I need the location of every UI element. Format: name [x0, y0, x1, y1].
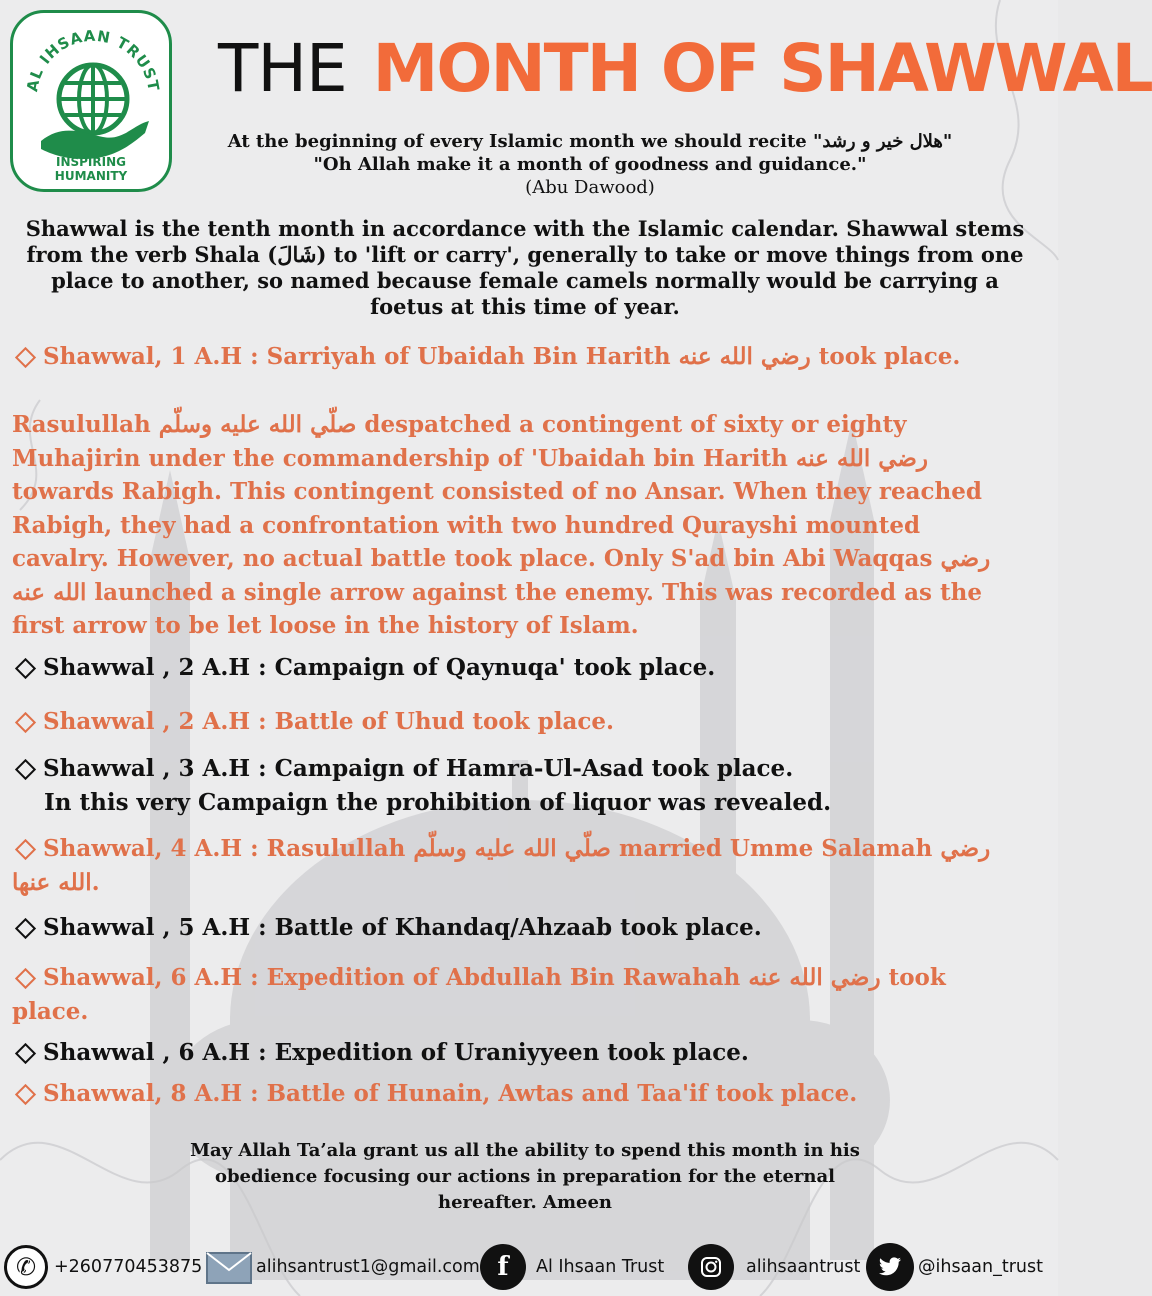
- diamond-bullet-icon: [15, 1042, 36, 1063]
- event-text: Shawwal, 4 A.H : Rasulullah صلّي الله عليه وسلّم married Umme Salamah رضي الله عنها.: [12, 835, 991, 896]
- event-item: [12, 340, 1012, 374]
- diamond-bullet-icon: [15, 838, 36, 859]
- closing-prayer: May Allah Ta’ala grant us all the ability to spend this month in his obedience focusing our actions in preparation for the eternal hereafter. Ameen: [190, 1140, 860, 1213]
- twitter-icon: [866, 1243, 914, 1291]
- event-item: [12, 651, 1012, 685]
- twitter-link[interactable]: [866, 1238, 1043, 1296]
- event-item: [12, 752, 1012, 820]
- title-accent: MONTH OF SHAWWAL: [372, 30, 1152, 107]
- contact-footer: [4, 1238, 1058, 1296]
- diamond-bullet-icon: [15, 758, 36, 779]
- diamond-bullet-icon: [15, 917, 36, 938]
- event-item: [12, 1036, 1012, 1070]
- twitter-handle: @ihsaan_trust: [918, 1257, 1043, 1277]
- email-icon: [206, 1250, 252, 1284]
- event-note: In this very Campaign the prohibition of liquor was revealed.: [44, 789, 832, 816]
- diamond-bullet-icon: [15, 711, 36, 732]
- facebook-name: Al Ihsaan Trust: [536, 1257, 665, 1277]
- event-item: [12, 911, 1012, 945]
- dua-source: (Abu Dawood): [525, 177, 655, 198]
- event-text: Shawwal , 5 A.H : Battle of Khandaq/Ahzaab took place.: [43, 914, 762, 941]
- brand-tagline: INSPIRING HUMANITY: [54, 155, 128, 183]
- diamond-bullet-icon: [15, 346, 36, 367]
- intro-paragraph: Shawwal is the tenth month in accordance with the Islamic calendar. Shawwal stems from the verb Shala (شَالَ) to 'lift or carry', generally to take or move things from one place to another, so named because female camels normally would be carrying a foetus at this time of year.: [25, 216, 1025, 319]
- event-detail-paragraph: Rasulullah صلّي الله عليه وسلّم despatched a contingent of sixty or eighty Muhajirin under the commandership of 'Ubaidah bin Harith رضي الله عنه towards Rabigh. This contingent consisted of no Ansar. When they reached Rabigh, they had a confrontation with two hundred Qurayshi mounted cavalry. However, no actual battle took place. Only S'ad bin Abi Waqqas رضي الله عنه launched a single arrow against the enemy. This was recorded as the first arrow to be let loose in the history of Islam.: [12, 411, 991, 639]
- facebook-icon: f: [480, 1244, 526, 1290]
- event-item: [12, 961, 1012, 1029]
- instagram-icon: [688, 1244, 734, 1290]
- dua-line-2: "Oh Allah make it a month of goodness and guidance.": [313, 154, 867, 175]
- event-text: Shawwal , 2 A.H : Campaign of Qaynuqa' took place.: [43, 654, 716, 681]
- dua-block: [180, 130, 1000, 199]
- svg-text:AL IHSAAN TRUST: AL IHSAAN TRUST: [23, 26, 163, 94]
- instagram-link[interactable]: [688, 1238, 860, 1296]
- event-item: [12, 832, 1012, 900]
- brand-logo: [10, 10, 172, 192]
- event-text: Shawwal, 6 A.H : Expedition of Abdullah Bin Rawahah رضي الله عنه took place.: [12, 964, 946, 1025]
- event-item: [12, 705, 1012, 739]
- email-contact[interactable]: [206, 1238, 480, 1296]
- diamond-bullet-icon: [15, 967, 36, 988]
- phone-contact[interactable]: [4, 1238, 202, 1296]
- email-address: alihsantrust1@gmail.com: [256, 1257, 480, 1277]
- event-text: Shawwal, 8 A.H : Battle of Hunain, Awtas and Taa'if took place.: [43, 1080, 858, 1107]
- instagram-handle: alihsaantrust: [746, 1257, 861, 1277]
- event-text: Shawwal , 3 A.H : Campaign of Hamra-Ul-Asad took place.: [43, 755, 794, 782]
- facebook-link[interactable]: [480, 1238, 664, 1296]
- diamond-bullet-icon: [15, 1083, 36, 1104]
- page-title: [218, 30, 1152, 110]
- event-text: Shawwal, 1 A.H : Sarriyah of Ubaidah Bin Harith رضي الله عنه took place.: [43, 343, 961, 370]
- event-item: [12, 1077, 1012, 1111]
- phone-number: +260770453875: [54, 1257, 203, 1277]
- title-plain: THE: [218, 30, 347, 107]
- event-text: Shawwal , 6 A.H : Expedition of Uraniyyeen took place.: [43, 1039, 749, 1066]
- event-text: Shawwal , 2 A.H : Battle of Uhud took place.: [43, 708, 615, 735]
- dua-line-1: At the beginning of every Islamic month we should recite "هلال خير و رشد": [227, 131, 953, 152]
- diamond-bullet-icon: [15, 657, 36, 678]
- phone-icon: ✆: [4, 1245, 48, 1289]
